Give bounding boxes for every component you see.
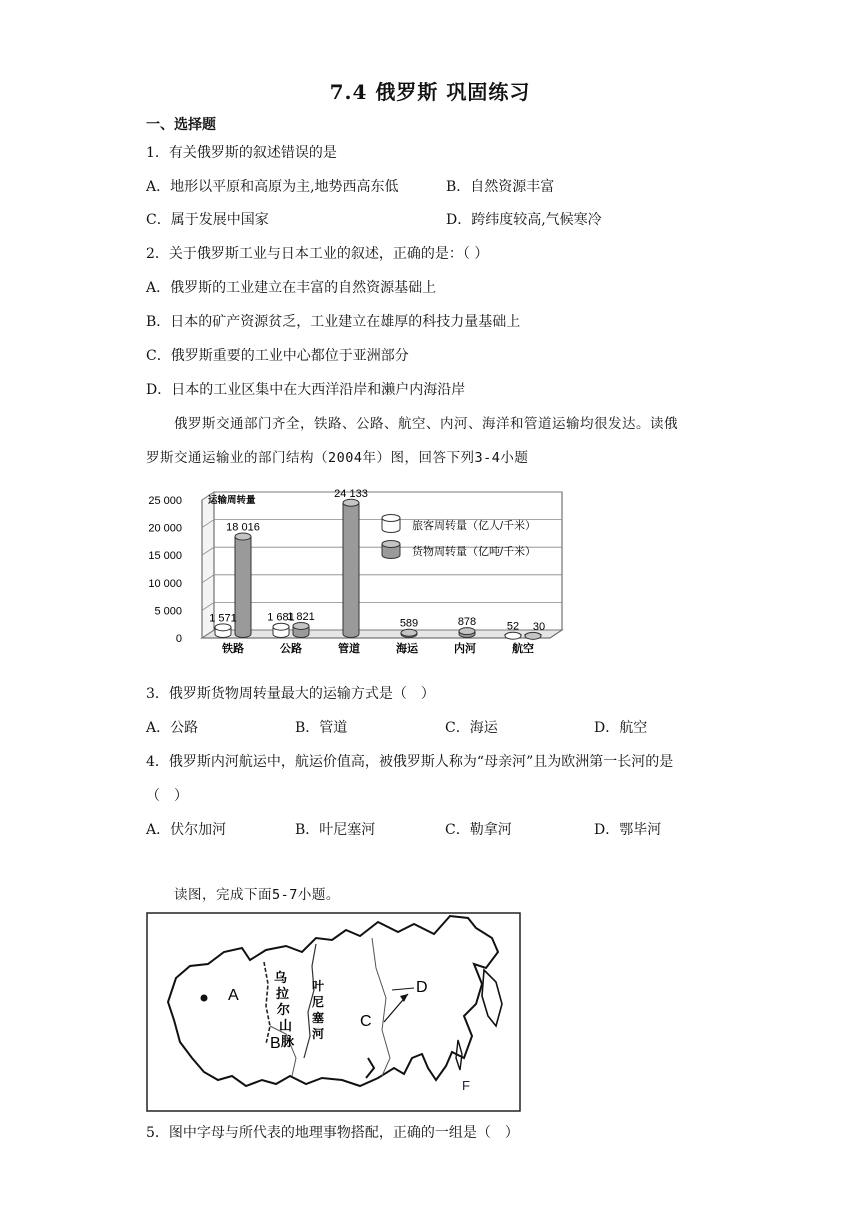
bar-passenger-0 (215, 624, 231, 638)
q1-option-d: D．跨纬度较高,气候寒冷 (446, 212, 602, 228)
svg-text:叶: 叶 (312, 979, 325, 993)
svg-text:乌: 乌 (274, 970, 288, 985)
map-label-c: C (360, 1013, 372, 1030)
map-label-d: D (416, 979, 428, 996)
q1-option-a: A．地形以平原和高原为主,地势西高东低 (146, 179, 399, 195)
y-tick-label: 25 000 (148, 495, 182, 507)
passage2: 读图，完成下面5-7小题。 (174, 887, 340, 903)
y-tick-label: 5 000 (154, 605, 182, 618)
q4-option-b: B．叶尼塞河 (295, 822, 376, 838)
q1-stem: 1．有关俄罗斯的叙述错误的是 (146, 145, 337, 161)
q4-option-a: A．伏尔加河 (146, 822, 227, 838)
q2-option-a: A．俄罗斯的工业建立在丰富的自然资源基础上 (146, 280, 437, 296)
bar-passenger-5 (505, 632, 521, 639)
map-label-a: A (228, 987, 239, 1004)
svg-text:尼: 尼 (312, 995, 325, 1009)
q3-stem: 3．俄罗斯货物周转量最大的运输方式是（ ） (146, 686, 435, 702)
svg-text:塞: 塞 (312, 1011, 325, 1025)
map-label-b: B (270, 1035, 281, 1052)
svg-text:山: 山 (279, 1018, 293, 1033)
bar-freight-5 (525, 632, 541, 639)
value-label-passenger: 1 681 (267, 611, 295, 624)
moscow-dot (201, 995, 208, 1002)
x-tick-label: 管道 (338, 643, 360, 655)
x-tick-label: 海运 (396, 643, 418, 655)
svg-text:河: 河 (312, 1027, 325, 1041)
bar-freight-4 (459, 628, 475, 638)
bar-freight-0 (235, 533, 251, 637)
y-tick-label: 0 (175, 633, 182, 645)
passage1-line1: 俄罗斯交通部门齐全，铁路、公路、航空、内河、海洋和管道运输均很发达。读俄 (174, 416, 678, 432)
chart-y-axis-label: 运输周转量 (208, 495, 256, 506)
q3-option-b: B．管道 (295, 720, 348, 736)
section-heading: 一、选择题 (146, 117, 216, 133)
legend-swatch-freight (382, 541, 400, 559)
bar-passenger-1 (273, 623, 289, 637)
x-tick-label: 内河 (454, 643, 476, 655)
q3-option-d: D．航空 (594, 720, 648, 736)
value-label-freight: 878 (457, 616, 477, 629)
q4-option-c: C．勒拿河 (445, 822, 512, 838)
svg-text:尔: 尔 (277, 1002, 291, 1017)
value-label-passenger: 52 (506, 620, 520, 633)
q1-option-b: B．自然资源丰富 (446, 179, 555, 195)
q2-stem: 2．关于俄罗斯工业与日本工业的叙述，正确的是：（ ） (146, 246, 489, 262)
x-tick-label: 铁路 (222, 643, 244, 655)
q4-stem-cont: （ ） (146, 788, 188, 804)
transport-bar-chart (140, 480, 570, 660)
svg-text:脉: 脉 (281, 1034, 295, 1049)
chart-y-ticks (148, 495, 182, 645)
value-label-freight: 30 (532, 620, 546, 633)
chart-frame (202, 492, 562, 638)
q2-option-d: D．日本的工业区集中在大西洋沿岸和濑户内海沿岸 (146, 382, 466, 398)
map-label-f: F (462, 1078, 470, 1093)
q3-option-c: C．海运 (445, 720, 498, 736)
x-tick-label: 航空 (512, 643, 534, 655)
value-label-passenger: 1 571 (209, 612, 237, 625)
legend-label-passenger: 旅客周转量（亿人/千米） (412, 520, 537, 532)
x-tick-label: 公路 (280, 643, 302, 655)
value-label-freight: 589 (399, 617, 419, 630)
q1-option-c: C．属于发展中国家 (146, 212, 269, 228)
q4-stem: 4．俄罗斯内河航运中，航运价值高，被俄罗斯人称为“母亲河”且为欧洲第一长河的是 (146, 754, 674, 770)
svg-text:拉: 拉 (276, 986, 290, 1001)
y-tick-label: 10 000 (148, 577, 182, 590)
bar-freight-1 (293, 622, 309, 637)
legend-swatch-passenger (382, 515, 400, 533)
chart-x-ticks (221, 641, 534, 655)
bar-freight-3 (401, 629, 417, 637)
value-label-freight: 1 821 (287, 610, 315, 623)
q5-stem: 5．图中字母与所代表的地理事物搭配，正确的一组是（ ） (146, 1125, 519, 1141)
q2-option-b: B．日本的矿产资源贫乏，工业建立在雄厚的科技力量基础上 (146, 314, 521, 330)
chart-back-wall (214, 492, 562, 630)
bar-freight-2 (343, 499, 359, 637)
passage1-line2: 罗斯交通运输业的部门结构（2004年）图，回答下列3-4小题 (146, 450, 529, 466)
y-tick-label: 20 000 (148, 522, 182, 535)
value-label-freight: 18 016 (226, 521, 260, 534)
q4-option-d: D．鄂毕河 (594, 822, 662, 838)
legend-label-freight: 货物周转量（亿吨/千米） (412, 546, 537, 558)
page-title: 7.4 俄罗斯 巩固练习 (329, 80, 531, 104)
q3-option-a: A．公路 (146, 720, 199, 736)
y-tick-label: 15 000 (148, 550, 182, 563)
russia-map (146, 908, 522, 1114)
value-label-freight: 24 133 (334, 487, 368, 500)
q2-option-c: C．俄罗斯重要的工业中心都位于亚洲部分 (146, 348, 409, 364)
